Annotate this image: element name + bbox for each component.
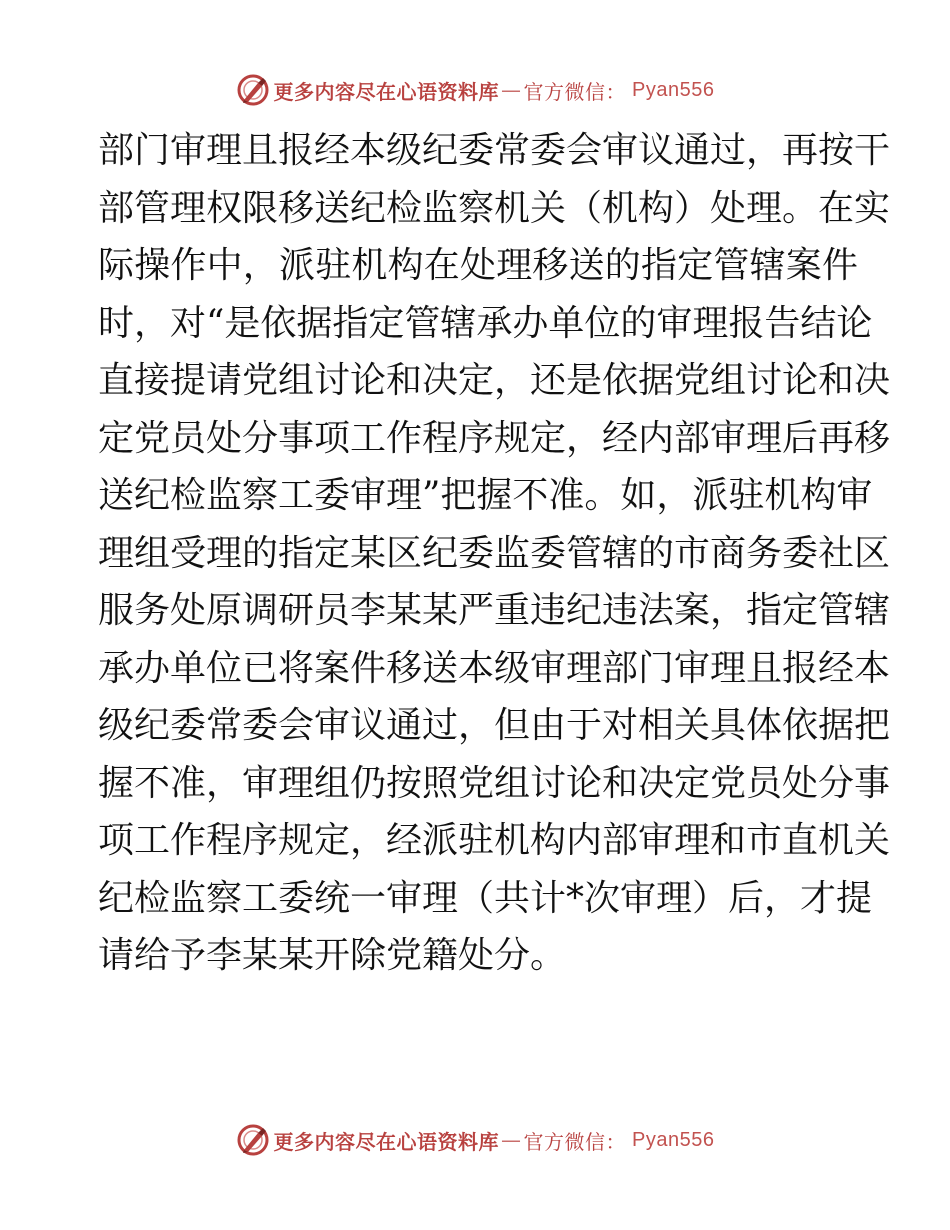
banner-text: [274, 1126, 715, 1155]
banner-wechat-label: 官方微信：: [523, 79, 627, 104]
body-line: 时，对“是依据指定管辖承办单位的审理报告结论: [98, 302, 873, 344]
banner-separator: —: [501, 78, 522, 102]
banner-lead: 更多内容尽在心语资料库: [273, 1129, 500, 1154]
footer-banner: [0, 1120, 950, 1160]
banner-lead: 更多内容尽在心语资料库: [273, 79, 500, 104]
body-line: 握不准，审理组仍按照党组讨论和决定党员处分事: [98, 762, 891, 804]
body-line: 送纪检监察工委审理”把握不准。如，派驻机构审: [98, 475, 873, 516]
body-line: 纪检监察工委统一审理（共计*次审理）后，才提: [98, 877, 873, 919]
pen-logo-icon: [236, 73, 270, 107]
body-line: 级纪委常委会审议通过，但由于对相关具体依据把: [98, 705, 891, 746]
body-line: 项工作程序规定，经派驻机构内部审理和市直机关: [98, 820, 891, 861]
banner-separator: —: [501, 1128, 522, 1152]
body-line: 部门审理且报经本级纪委常委会审议通过，再按干: [98, 130, 891, 171]
banner-text: [274, 76, 715, 105]
body-line: 际操作中，派驻机构在处理移送的指定管辖案件: [98, 245, 858, 286]
body-line: 直接提请党组讨论和决定，还是依据党组讨论和决: [98, 360, 891, 401]
body-line: 请给予李某某开除党籍处分。: [98, 935, 567, 976]
body-line: 承办单位已将案件移送本级审理部门审理且报经本: [98, 647, 891, 689]
banner-wechat-id: Pyan556: [632, 78, 715, 101]
body-line: 理组受理的指定某区纪委监委管辖的市商务委社区: [98, 532, 891, 574]
banner-wechat-id: Pyan556: [632, 1128, 715, 1151]
pen-logo-icon: [236, 1123, 270, 1157]
banner-wechat-label: 官方微信：: [523, 1129, 627, 1154]
header-banner: [0, 70, 950, 110]
document-body: [98, 122, 891, 985]
body-line: 定党员处分事项工作程序规定，经内部审理后再移: [98, 417, 891, 459]
body-line: 服务处原调研员李某某严重违纪违法案，指定管辖: [98, 590, 891, 631]
body-line: 部管理权限移送纪检监察机关（机构）处理。在实: [98, 187, 891, 229]
